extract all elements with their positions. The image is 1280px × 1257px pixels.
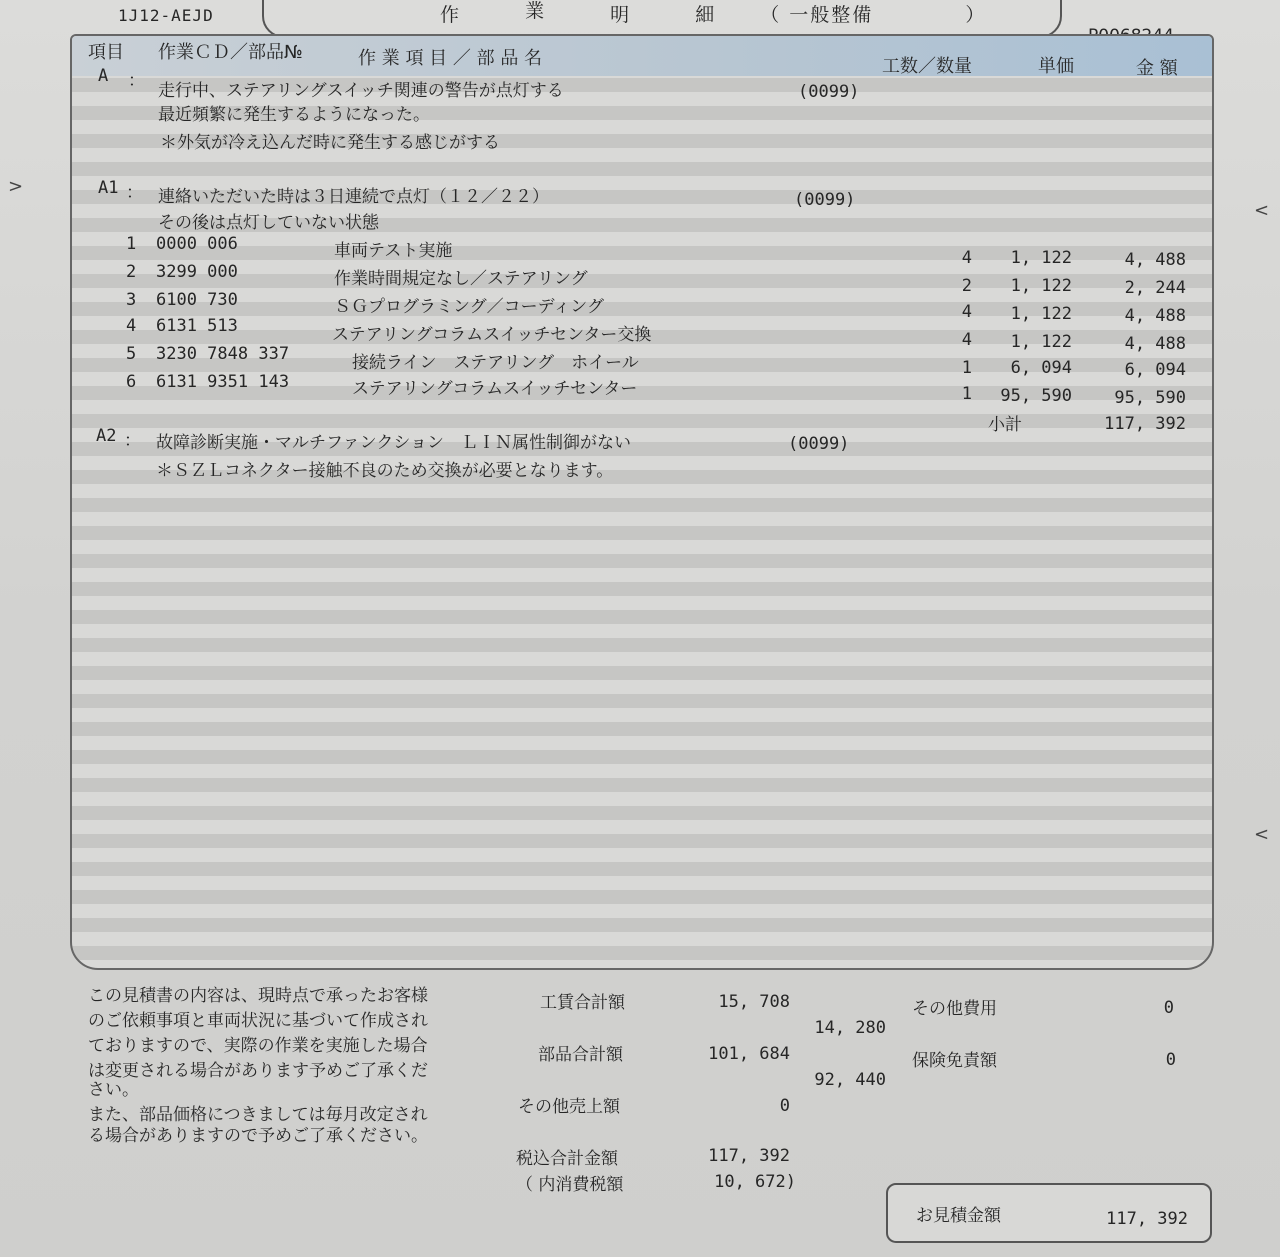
estimate-amount-box xyxy=(886,1183,1212,1243)
item-code: 0000 006 xyxy=(156,234,238,254)
item-amount: 6, 094 xyxy=(1124,360,1186,380)
notice-line-3: ておりますので、実際の作業を実施した場合 xyxy=(88,1036,428,1056)
col-amount: 金 額 xyxy=(1136,58,1178,79)
notice-line-1: この見積書の内容は、現時点で承ったお客様 xyxy=(88,986,428,1006)
section-a2-line-1: 故障診断実施・マルチファンクション ＬＩＮ属性制御がない xyxy=(156,433,631,453)
item-price: 1, 122 xyxy=(1010,304,1072,324)
item-name: 作業時間規定なし／ステアリング xyxy=(334,269,588,289)
item-qty: 4 xyxy=(961,330,972,350)
item-no: 2 xyxy=(126,262,137,282)
notice-line-2: のご依頼事項と車両状況に基づいて作成され xyxy=(88,1011,428,1031)
other-sales-label: その他売上額 xyxy=(518,1097,620,1117)
item-qty: 1 xyxy=(961,384,972,404)
item-no: 5 xyxy=(126,344,137,364)
subtotal-value: 117, 392 xyxy=(1104,414,1186,434)
subtotal-label: 小計 xyxy=(988,415,1022,435)
section-a1-colon: ： xyxy=(126,183,143,203)
col-unit-price: 単価 xyxy=(1038,56,1074,77)
section-a-label: A xyxy=(98,66,109,86)
left-margin-mark: > xyxy=(8,176,24,197)
item-qty: 4 xyxy=(961,302,972,322)
notice-line-5: さい。 xyxy=(88,1080,139,1100)
other-sales-value: 0 xyxy=(779,1096,790,1116)
section-a1-ref: (0099) xyxy=(794,190,856,210)
section-a-line-1: 走行中、ステアリングスイッチ関連の警告が点灯する xyxy=(158,81,564,101)
item-qty: 1 xyxy=(961,358,972,378)
tax-incl-total-value: 117, 392 xyxy=(708,1146,790,1166)
item-amount: 4, 488 xyxy=(1124,306,1186,326)
item-code: 6131 513 xyxy=(156,316,238,336)
notice-line-6: また、部品価格につきましては毎月改定され xyxy=(88,1105,428,1125)
right-margin-mark-2: < xyxy=(1254,824,1270,845)
work-category: （ 一般整備 ） xyxy=(760,4,987,26)
section-a2-colon: ： xyxy=(124,431,141,451)
title-char-3: 明 xyxy=(610,4,632,26)
col-code: 作業ＣＤ／部品№ xyxy=(158,42,303,63)
item-no: 6 xyxy=(126,372,137,392)
item-price: 95, 590 xyxy=(1000,386,1072,406)
item-code: 3230 7848 337 xyxy=(156,344,290,364)
notice-line-4: は変更される場合があります予めご了承くだ xyxy=(88,1061,428,1081)
item-no: 4 xyxy=(126,316,137,336)
parts-total-excl-tax: 92, 440 xyxy=(814,1070,886,1090)
item-amount: 4, 488 xyxy=(1124,250,1186,270)
tax-incl-total-label: 税込合計金額 xyxy=(516,1149,618,1169)
other-cost-value: 0 xyxy=(1163,998,1174,1018)
item-code: 6100 730 xyxy=(156,290,238,310)
section-a1-label: A1 xyxy=(98,178,119,198)
section-a1-line-2: その後は点灯していない状態 xyxy=(158,213,379,233)
item-code: 6131 9351 143 xyxy=(156,372,290,392)
section-a2-label: A2 xyxy=(96,426,117,446)
item-name: ＳＧプログラミング／コーディング xyxy=(334,297,604,317)
section-a-line-3: ＊外気が冷え込んだ時に発生する感じがする xyxy=(160,133,500,153)
labor-total-value: 15, 708 xyxy=(718,992,790,1012)
section-a2-line-2: ＊ＳＺＬコネクター接触不良のため交換が必要となります。 xyxy=(156,461,614,481)
section-a-colon: ： xyxy=(128,71,145,91)
item-qty: 4 xyxy=(961,248,972,268)
parts-total-label: 部品合計額 xyxy=(538,1045,623,1065)
notice-line-7: る場合がありますので予めご了承ください。 xyxy=(88,1126,428,1146)
insurance-deductible-label: 保険免責額 xyxy=(912,1051,997,1071)
insurance-deductible-value: 0 xyxy=(1165,1050,1176,1070)
item-no: 1 xyxy=(126,234,137,254)
section-a-line-2: 最近頻繁に発生するようになった。 xyxy=(158,105,430,125)
col-qty: 工数／数量 xyxy=(882,56,972,77)
item-price: 1, 122 xyxy=(1010,332,1072,352)
labor-total-label: 工賃合計額 xyxy=(540,993,625,1013)
labor-total-excl-tax: 14, 280 xyxy=(814,1018,886,1038)
consumption-tax-label: （ 内消費税額 xyxy=(516,1175,624,1195)
item-price: 1, 122 xyxy=(1010,276,1072,296)
item-name: 接続ライン ステアリング ホイール xyxy=(352,353,639,373)
item-amount: 4, 488 xyxy=(1124,334,1186,354)
section-a2-ref: (0099) xyxy=(788,434,850,454)
item-amount: 2, 244 xyxy=(1124,278,1186,298)
title-char-1: 作 xyxy=(440,4,462,26)
document-title xyxy=(440,0,986,27)
estimate-amount-label: お見積金額 xyxy=(916,1206,1001,1226)
col-item: 項目 xyxy=(88,42,124,63)
vehicle-code: 1J12-AEJD xyxy=(118,6,214,25)
right-margin-mark-1: < xyxy=(1254,200,1270,221)
item-no: 3 xyxy=(126,290,137,310)
detail-table xyxy=(70,34,1214,970)
item-name: 車両テスト実施 xyxy=(334,241,453,261)
item-code: 3299 000 xyxy=(156,262,238,282)
consumption-tax-value: 10, 672) xyxy=(714,1172,796,1192)
other-cost-label: その他費用 xyxy=(912,999,997,1019)
item-qty: 2 xyxy=(961,276,972,296)
estimate-amount-value: 117, 392 xyxy=(1106,1209,1188,1229)
section-a-ref: (0099) xyxy=(798,82,860,102)
item-price: 1, 122 xyxy=(1010,248,1072,268)
estimate-notice xyxy=(88,984,488,1149)
title-char-4: 細 xyxy=(695,4,717,26)
item-price: 6, 094 xyxy=(1010,358,1072,378)
section-a1-line-1: 連絡いただいた時は３日連続で点灯（１２／２２） xyxy=(158,187,549,207)
parts-total-value: 101, 684 xyxy=(708,1044,790,1064)
item-amount: 95, 590 xyxy=(1114,388,1186,408)
item-name: ステアリングコラムスイッチセンター交換 xyxy=(332,325,652,345)
title-char-2: 業 xyxy=(525,0,547,22)
col-name: 作 業 項 目 ／ 部 品 名 xyxy=(358,48,543,69)
item-name: ステアリングコラムスイッチセンター xyxy=(352,379,638,399)
